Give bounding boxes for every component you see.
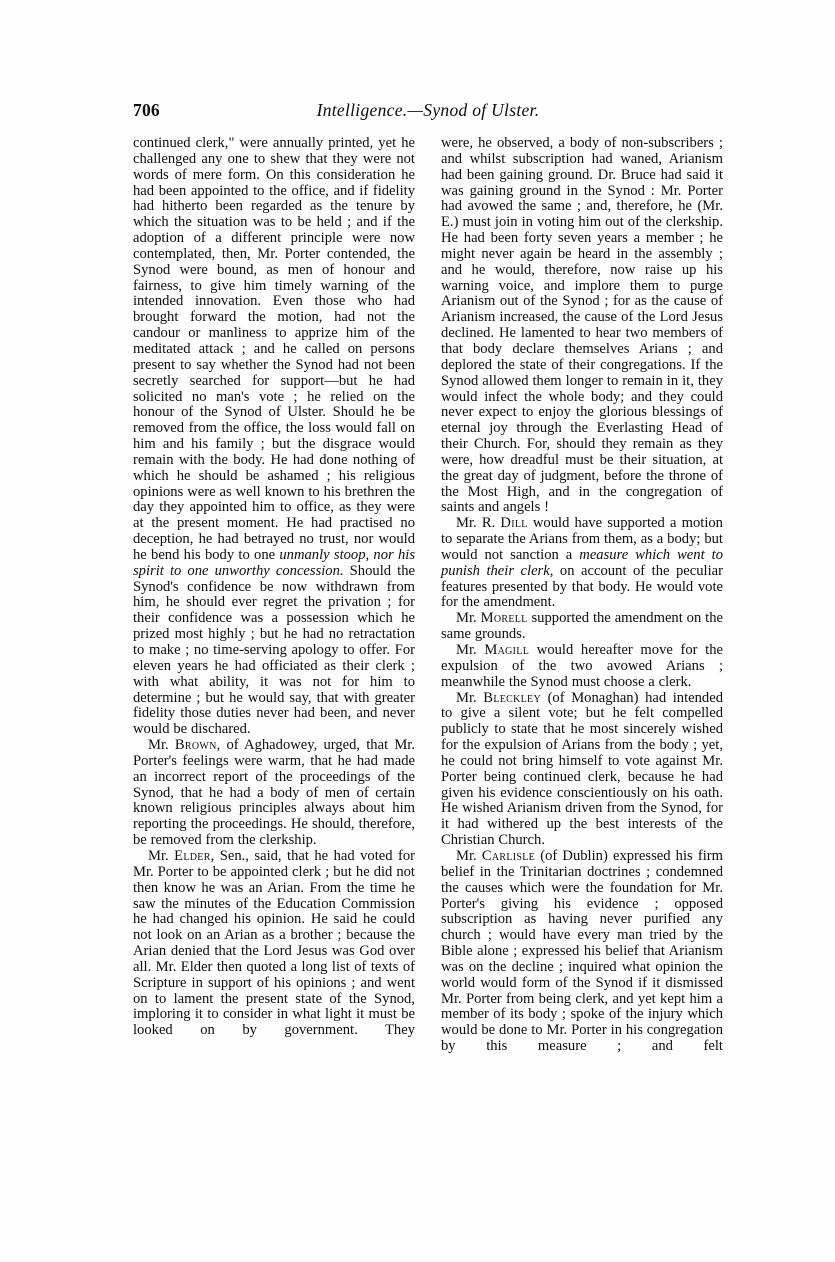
body-text: Mr. (148, 847, 175, 864)
body-text: Mr. R. (456, 515, 501, 532)
paragraph-elder-continued (441, 136, 723, 516)
body-text: would hereafter move for the expulsion of the two avowed Arians ; meanwhile the Synod must choose a clerk. (441, 642, 723, 690)
column-left (133, 136, 415, 1055)
paragraph-mr-morell (441, 611, 723, 643)
paragraph-porter-continued (133, 136, 415, 738)
paragraph-mr-bleckley (441, 691, 723, 849)
body-text: Mr. (148, 737, 175, 754)
speaker-name: Dill (500, 515, 528, 532)
speaker-name: Elder (174, 847, 211, 864)
speaker-name: Brown (174, 737, 217, 754)
speaker-name: Magill (484, 642, 530, 658)
running-title: Intelligence.—Synod of Ulster. (316, 100, 540, 120)
body-text: , of Aghadowey, urged, that Mr. Porter's feelings were warm, that he had made an incorrect report of the proceedings of the Synod, that he had a body of men of certain known religious principles always about him reporting the proceedings. He should, therefore, be removed from the clerkship. (133, 737, 415, 849)
body-text: (of Monaghan) had intended to give a silent vote; but he felt compelled publicly to state that he most sincerely wished for the expulsion of Arians from the body ; yet, he could not bring himself to vote against Mr. Porter being continued clerk, because he had given his evidence conscientiously on his oath. He wished Arianism driven from the Synod, for it had withered up the best interests of the Christian Church. (441, 689, 723, 849)
paragraph-mr-carlisle (441, 849, 723, 1055)
emphasis-text: unmanly stoop, nor his spirit to one unworthy concession. (133, 546, 416, 579)
page-folio-number: 706 (133, 100, 160, 120)
body-text: were, he observed, a body of non-subscribers ; and whilst subscription had waned, Arianism had been gaining ground. Dr. Bruce had said it was gaining ground in the Synod : Mr. Porter had avowed the same ; and, therefore, he (Mr. E.) must join in voting him out of the clerkship. He had been forty seven years a member ; he might never again be heard in the assembly ; and he would, therefore, now raise up his warning voice, and implore them to purge Arianism out of the Synod ; for as the cause of Arianism increased, the cause of the Lord Jesus declined. He lamented to hear two members of that body declare themselves Arians ; and deplored the state of their congregations. If the Synod allowed them longer to remain in it, they would infect the whole body; and they could never expect to enjoy the glorious blessings of eternal joy through the Everlasting Head of their Church. For, should they remain as they were, how dreadful must be their situation, at the great day of judgment, before the throne of the Most High, and in the congregation of saints and angels ! (441, 135, 723, 516)
page-header (133, 100, 723, 122)
column-right (441, 136, 723, 1055)
speaker-name: Morell (480, 610, 528, 627)
paragraph-mr-elder (133, 849, 415, 1039)
body-text: supported the amendment on the same grounds. (441, 610, 723, 643)
body-text: Mr. (456, 642, 485, 658)
speaker-name: Carlisle (481, 847, 536, 864)
body-text: Mr. (456, 610, 481, 627)
body-text: , Sen., said, that he had voted for Mr. Porter to be appointed clerk ; but he did not then know he was an Arian. From the time he saw the minutes of the Education Commission he had changed his opinion. He said he could not look on an Arian as a brother ; because the Arian denied that the Lord Jesus was God over all. Mr. Elder then quoted a long list of texts of Scripture in support of his opinions ; and went on to lament the present state of the Synod, imploring it to consider in what light it must be looked on by government. They (133, 847, 415, 1039)
paragraph-mr-magill (441, 643, 723, 691)
emphasis-text: measure which went to punish their clerk, (441, 546, 723, 579)
body-text: continued clerk," were annually printed, yet he challenged any one to shew that they were not words of mere form. On this consideration he had been appointed to the office, and if fidelity had hitherto been regarded as the tenure by which the situation was to be held ; and if the adoption of a different principle were now contemplated, then, Mr. Porter contended, the Synod were bound, as men of honour and fairness, to give him timely warning of the intended innovation. Even those who had brought forward the motion, had not the candour or manliness to apprize him of the meditated attack ; and he called on persons present to say whether the Synod had not been secretly searched for support—but he had solicited no man's vote ; he relied on the honour of the Synod of Ulster. Should he be removed from the office, the loss would fall on him and his family ; but the disgrace would remain with the body. He had done nothing of which he should be ashamed ; his religious opinions were as well known to his brethren the day they appointed him to office, as they were at the present moment. He had practised no deception, he had betrayed no trust, nor would he bend his body to one (133, 135, 415, 563)
body-text: on account of the peculiar features presented by that body. He would vote for the amendment. (441, 562, 723, 611)
speaker-name: Bleckley (483, 689, 541, 706)
body-text: Mr. (456, 689, 484, 706)
paragraph-mr-brown (133, 738, 415, 849)
paragraph-mr-r-dill (441, 516, 723, 611)
body-text: (of Dublin) expressed his firm belief in the Trinitarian doctrines ; condemned the causes which were the foundation for Mr. Porter's giving his evidence ; opposed subscription as having never purified any church ; would have every man tried by the Bible alone ; expressed his belief that Arianism was on the decline ; inquired what opinion the world would form of the Synod if it dismissed Mr. Porter from being clerk, and yet kept him a member of its body ; spoke of the injury which would be done to Mr. Porter in his congregation by this measure ; and felt (441, 847, 723, 1055)
body-text: Should the Synod's confidence be now withdrawn from him, he should ever regret the privation ; for their confidence was a possession which he prized most highly ; but he had no retractation to make ; no time-serving apology to offer. For eleven years he had officiated as their clerk ; with what ability, it was not for him to determine ; but he would say, that with greater fidelity those duties never had been, and never would be dischared. (133, 562, 415, 738)
text-body (133, 136, 723, 1055)
body-text: Mr. (456, 847, 482, 864)
body-text: would have supported a motion to separate the Arians from them, as a body; but would not sanction a (441, 515, 723, 563)
